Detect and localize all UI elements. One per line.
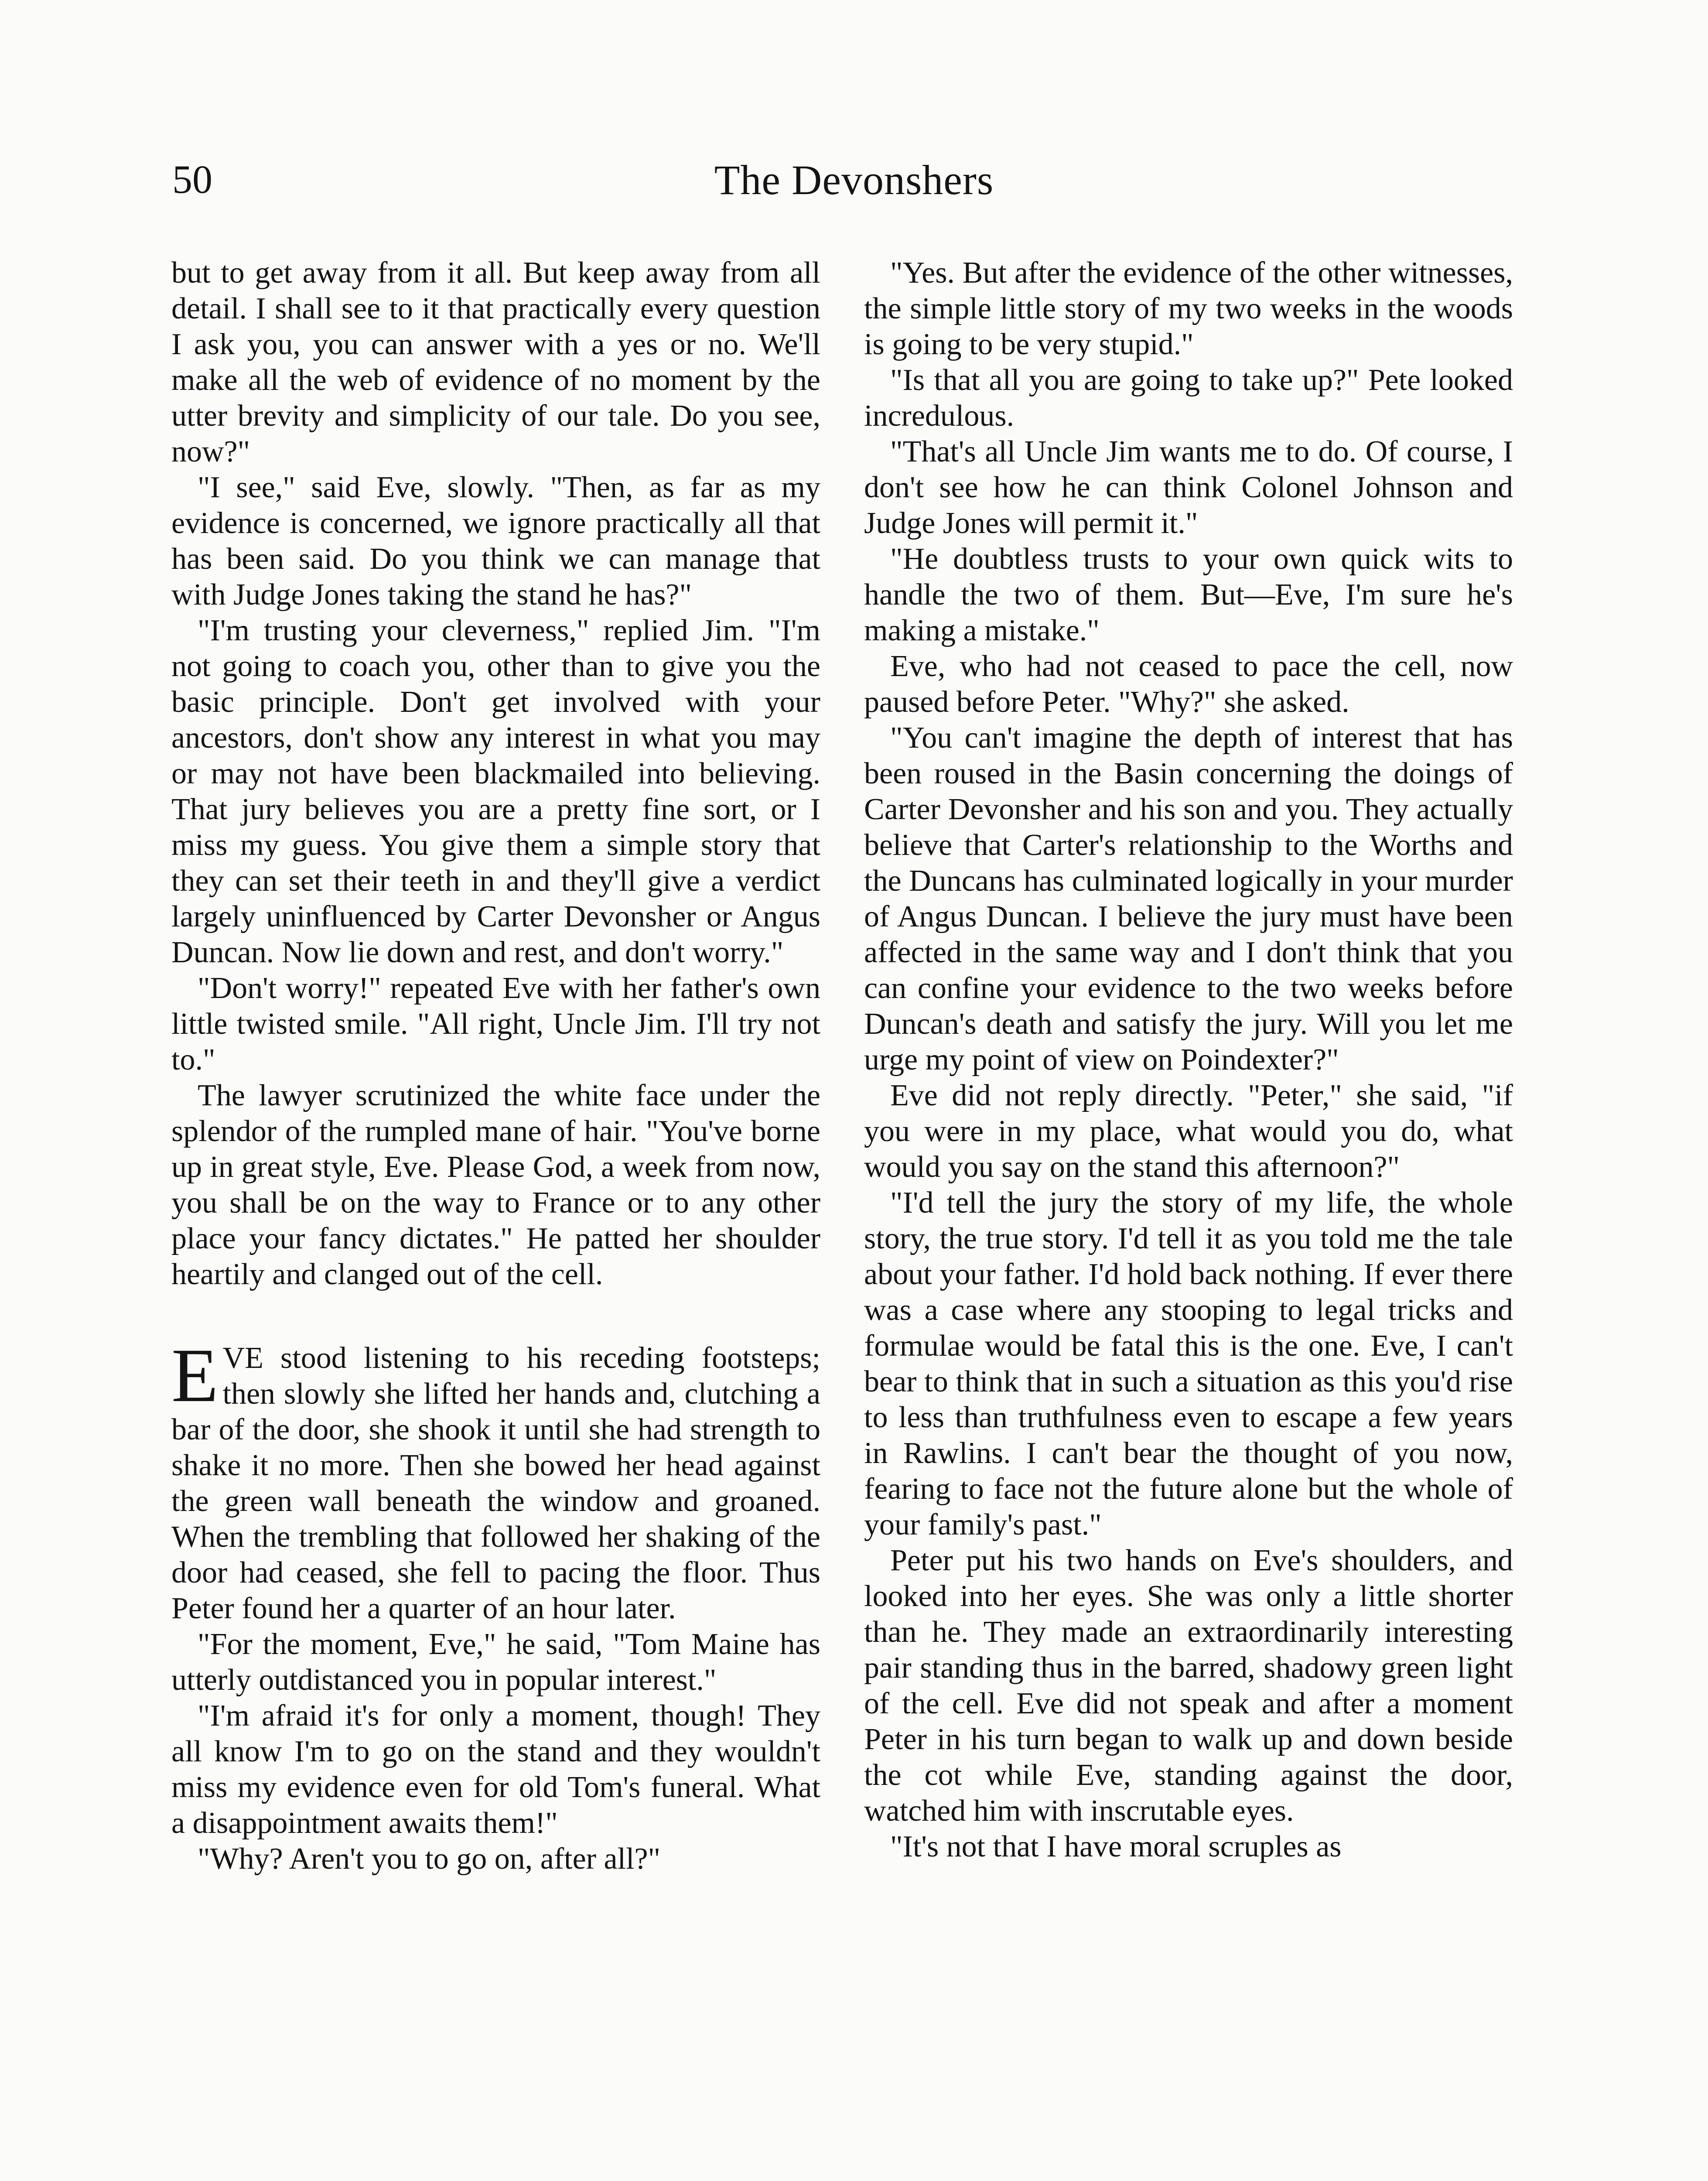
- paragraph: "He doubtless trusts to your own quick wits to handle the two of them. But—Eve, I'm sure he's making a mistake.": [864, 542, 1513, 647]
- paragraph: The lawyer scrutinized the white face under the splendor of the rumpled mane of hair. "You've borne up in great style, Eve. Please God, a week from now, you shall be on the way to France or to any other place your fancy dictates." He patted her shoulder heartily and clanged out of the cell.: [171, 1079, 820, 1291]
- paragraph: "For the moment, Eve," he said, "Tom Maine has utterly outdistanced you in popular interest.": [171, 1627, 820, 1697]
- paragraph: "I'd tell the jury the story of my life, the whole story, the true story. I'd tell it as you told me the tale about your father. I'd hold back nothing. If ever there was a case where any stooping to legal tricks and formulae would be fatal this is the one. Eve, I can't bear to think that in such a situation as this you'd rise to less than truthfulness even to escape a few years in Rawlins. I can't bear the thought of you now, fearing to face not the future alone but the whole of your family's past.": [864, 1186, 1513, 1542]
- paragraph: "It's not that I have moral scruples as: [890, 1830, 1342, 1863]
- paragraph: "Why? Aren't you to go on, after all?": [198, 1842, 661, 1876]
- section-opening-paragraph: [171, 1333, 820, 1627]
- paragraph: "Don't worry!" repeated Eve with her father's own little twisted smile. "All right, Uncle Jim. I'll try not to.": [171, 971, 820, 1077]
- paragraph: "I see," said Eve, slowly. "Then, as far as my evidence is concerned, we ignore practically all that has been said. Do you think we can manage that with Judge Jones taking the stand he has?": [171, 471, 820, 612]
- page-number: 50: [172, 157, 212, 202]
- drop-cap: E: [171, 1333, 219, 1418]
- right-column: [864, 255, 1513, 1865]
- paragraph: "That's all Uncle Jim wants me to do. Of course, I don't see how he can think Colonel Johnson and Judge Jones will permit it.": [864, 435, 1513, 540]
- paragraph: "Is that all you are going to take up?" Pete looked incredulous.: [864, 363, 1513, 433]
- running-head-title: The Devonshers: [714, 157, 994, 203]
- paragraph: "You can't imagine the depth of interest that has been roused in the Basin concerning the doings of Carter Devonsher and his son and you. They actually believe that Carter's relationship to the Worths and the Duncans has culminated logically in your murder of Angus Duncan. I believe the jury must have been affected in the same way and I don't think that you can confine your evidence to the two weeks before Duncan's death and satisfy the jury. Will you let me urge my point of view on Poindexter?": [864, 721, 1513, 1077]
- section-text: VE stood listening to his receding footsteps; then slowly she lifted her hands and, clutching a bar of the door, she shook it until she had strength to shake it no more. Then she bowed her head against the green wall beneath the window and groaned. When the trembling that followed her shaking of the door had ceased, she fell to pacing the floor. Thus Peter found her a quarter of an hour later.: [171, 1341, 820, 1625]
- paragraph: but to get away from it all. But keep away from all detail. I shall see to it that practically every question I ask you, you can answer with a yes or no. We'll make all the web of evidence of no moment by the utter brevity and simplicity of our tale. Do you see, now?": [171, 256, 820, 468]
- paragraph: "I'm trusting your cleverness," replied Jim. "I'm not going to coach you, other than to give you the basic principle. Don't get involved with your ancestors, don't show any interest in what you may or may not have been blackmailed into believing. That jury believes you are a pretty fine sort, or I miss my guess. You give them a simple story that they can set their teeth in and they'll give a verdict largely uninfluenced by Carter Devonsher or Angus Duncan. Now lie down and rest, and don't worry.": [171, 614, 820, 969]
- paragraph: Peter put his two hands on Eve's shoulders, and looked into her eyes. She was only a little shorter than he. They made an extraordinarily interesting pair standing thus in the barred, shadowy green light of the cell. Eve did not speak and after a moment Peter in his turn began to walk up and down beside the cot while Eve, standing against the door, watched him with inscrutable eyes.: [864, 1544, 1513, 1828]
- paragraph: "I'm afraid it's for only a moment, though! They all know I'm to go on the stand and they wouldn't miss my evidence even for old Tom's funeral. What a disappointment awaits them!": [171, 1699, 820, 1840]
- left-column: [171, 255, 820, 1877]
- paragraph: Eve, who had not ceased to pace the cell, now paused before Peter. "Why?" she asked.: [864, 650, 1513, 719]
- paragraph: Eve did not reply directly. "Peter," she said, "if you were in my place, what would you do, what would you say on the stand this afternoon?": [864, 1079, 1513, 1184]
- paragraph: "Yes. But after the evidence of the other witnesses, the simple little story of my two weeks in the woods is going to be very stupid.": [864, 256, 1513, 361]
